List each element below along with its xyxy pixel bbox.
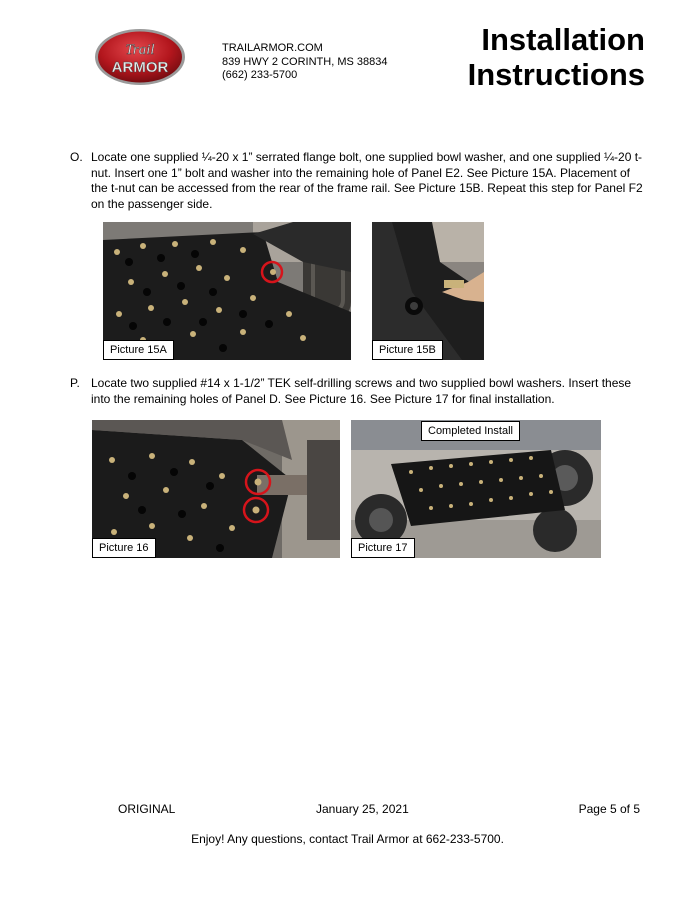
footer-status: ORIGINAL (118, 802, 176, 816)
picture-16 (92, 420, 340, 558)
step-o (70, 150, 648, 212)
footer-contact-note: Enjoy! Any questions, contact Trail Armor at 662-233-5700. (191, 832, 504, 846)
trail-armor-logo (94, 28, 186, 86)
step-letter: O. (70, 150, 83, 164)
caption-16: Picture 16 (92, 538, 156, 558)
step-letter: P. (70, 376, 80, 390)
footer-page-number: Page 5 of 5 (578, 802, 640, 816)
completed-install-label: Completed Install (421, 421, 520, 441)
page-title: Installation Instructions (467, 22, 645, 92)
caption-15a: Picture 15A (103, 340, 174, 360)
caption-15b: Picture 15B (372, 340, 443, 360)
company-phone: (662) 233-5700 (222, 69, 298, 81)
svg-text:Trail: Trail (125, 42, 155, 58)
company-info (222, 42, 387, 83)
company-address: 839 HWY 2 CORINTH, MS 38834 (222, 55, 388, 68)
picture-17 (351, 420, 601, 558)
picture-15a (103, 222, 351, 360)
step-text: Locate one supplied ¼-20 x 1” serrated flange bolt, one supplied bowl washer, and one supplied ¼-20 t-nut. Insert one 1” bolt and washer into the remaining hole of Panel E2. See Picture 15A. Placement of the t-nut can be accessed from the rear of the frame rail. See Picture 15B. Repeat this step for Panel F2 on the passenger side. (91, 150, 643, 211)
footer-date: January 25, 2021 (316, 802, 409, 816)
step-p (70, 376, 648, 407)
svg-text:ARMOR: ARMOR (111, 59, 169, 76)
caption-17: Picture 17 (351, 538, 415, 558)
step-text: Locate two supplied #14 x 1-1/2” TEK self-drilling screws and two supplied bowl washers. Insert these into the remaining holes of Panel D. See Picture 16. See Picture 17 for final installation. (91, 376, 632, 406)
picture-15b (372, 222, 484, 360)
company-website: TRAILARMOR.COM (222, 42, 323, 54)
